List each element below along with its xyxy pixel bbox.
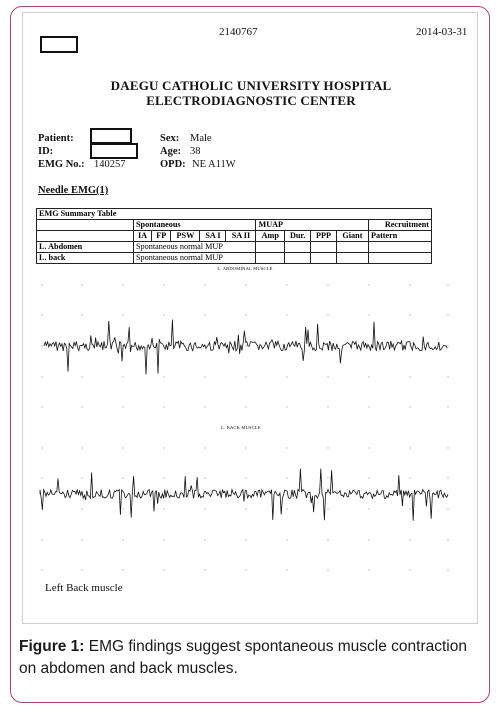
trace-label-back: L. BACK MUSCLE [221, 425, 261, 430]
col-header: Dur. [285, 231, 311, 242]
hospital-name: DAEGU CATHOLIC UNIVERSITY HOSPITAL [110, 78, 392, 93]
section-title: Needle EMG(1) [38, 185, 109, 196]
age-value: 38 [190, 146, 201, 157]
caption-label: Figure 1: [19, 638, 85, 655]
group-spontaneous: Spontaneous [134, 220, 256, 231]
col-header: PSW [171, 231, 200, 242]
col-header: FP [152, 231, 171, 242]
col-header: IA [134, 231, 152, 242]
trace-label-abdomen: L. ABDOMINAL MUSCLE [217, 266, 273, 271]
col-header: PPP [311, 231, 337, 242]
age-label: Age: [160, 146, 181, 157]
table-group-row [37, 220, 432, 231]
table-title-row [37, 209, 432, 220]
muscle-cell: L. Abdomen [37, 242, 134, 253]
group-recruitment: Recruitment [368, 220, 431, 231]
id-label: ID: [38, 146, 54, 157]
center-name: ELECTRODIAGNOSTIC CENTER [146, 93, 356, 108]
opd-label: OPD: [160, 159, 186, 170]
sex-label: Sex: [160, 133, 180, 144]
table-row [37, 242, 432, 253]
col-header: SA II [226, 231, 256, 242]
muscle-cell: L. back [37, 253, 134, 264]
opd-value: NE A11W [192, 159, 236, 170]
sex-value: Male [190, 133, 212, 144]
emg-no-label: EMG No.: [38, 159, 85, 170]
patient-label: Patient: [38, 133, 74, 144]
footer-label: Left Back muscle [45, 582, 123, 594]
finding-cell: Spontaneous normal MUP [134, 242, 256, 253]
report-date: 2014-03-31 [416, 26, 468, 38]
figure-caption [19, 636, 479, 680]
col-header: Pattern [368, 231, 431, 242]
caption-text: EMG findings suggest spontaneous muscle contraction on abdomen and back muscles. [19, 638, 467, 677]
emg-summary-table [36, 208, 432, 264]
col-header: Amp [256, 231, 285, 242]
report-number: 2140767 [219, 26, 258, 38]
table-header-row [37, 231, 432, 242]
finding-cell: Spontaneous normal MUP [134, 253, 256, 264]
table-title: EMG Summary Table [37, 209, 432, 220]
redacted-box [90, 143, 138, 159]
emg-no-value: 140257 [94, 159, 126, 170]
col-header: Giant [336, 231, 368, 242]
col-header: SA I [200, 231, 226, 242]
table-row [37, 253, 432, 264]
group-muap: MUAP [256, 220, 368, 231]
redacted-box [40, 36, 78, 53]
redacted-box [90, 128, 132, 144]
